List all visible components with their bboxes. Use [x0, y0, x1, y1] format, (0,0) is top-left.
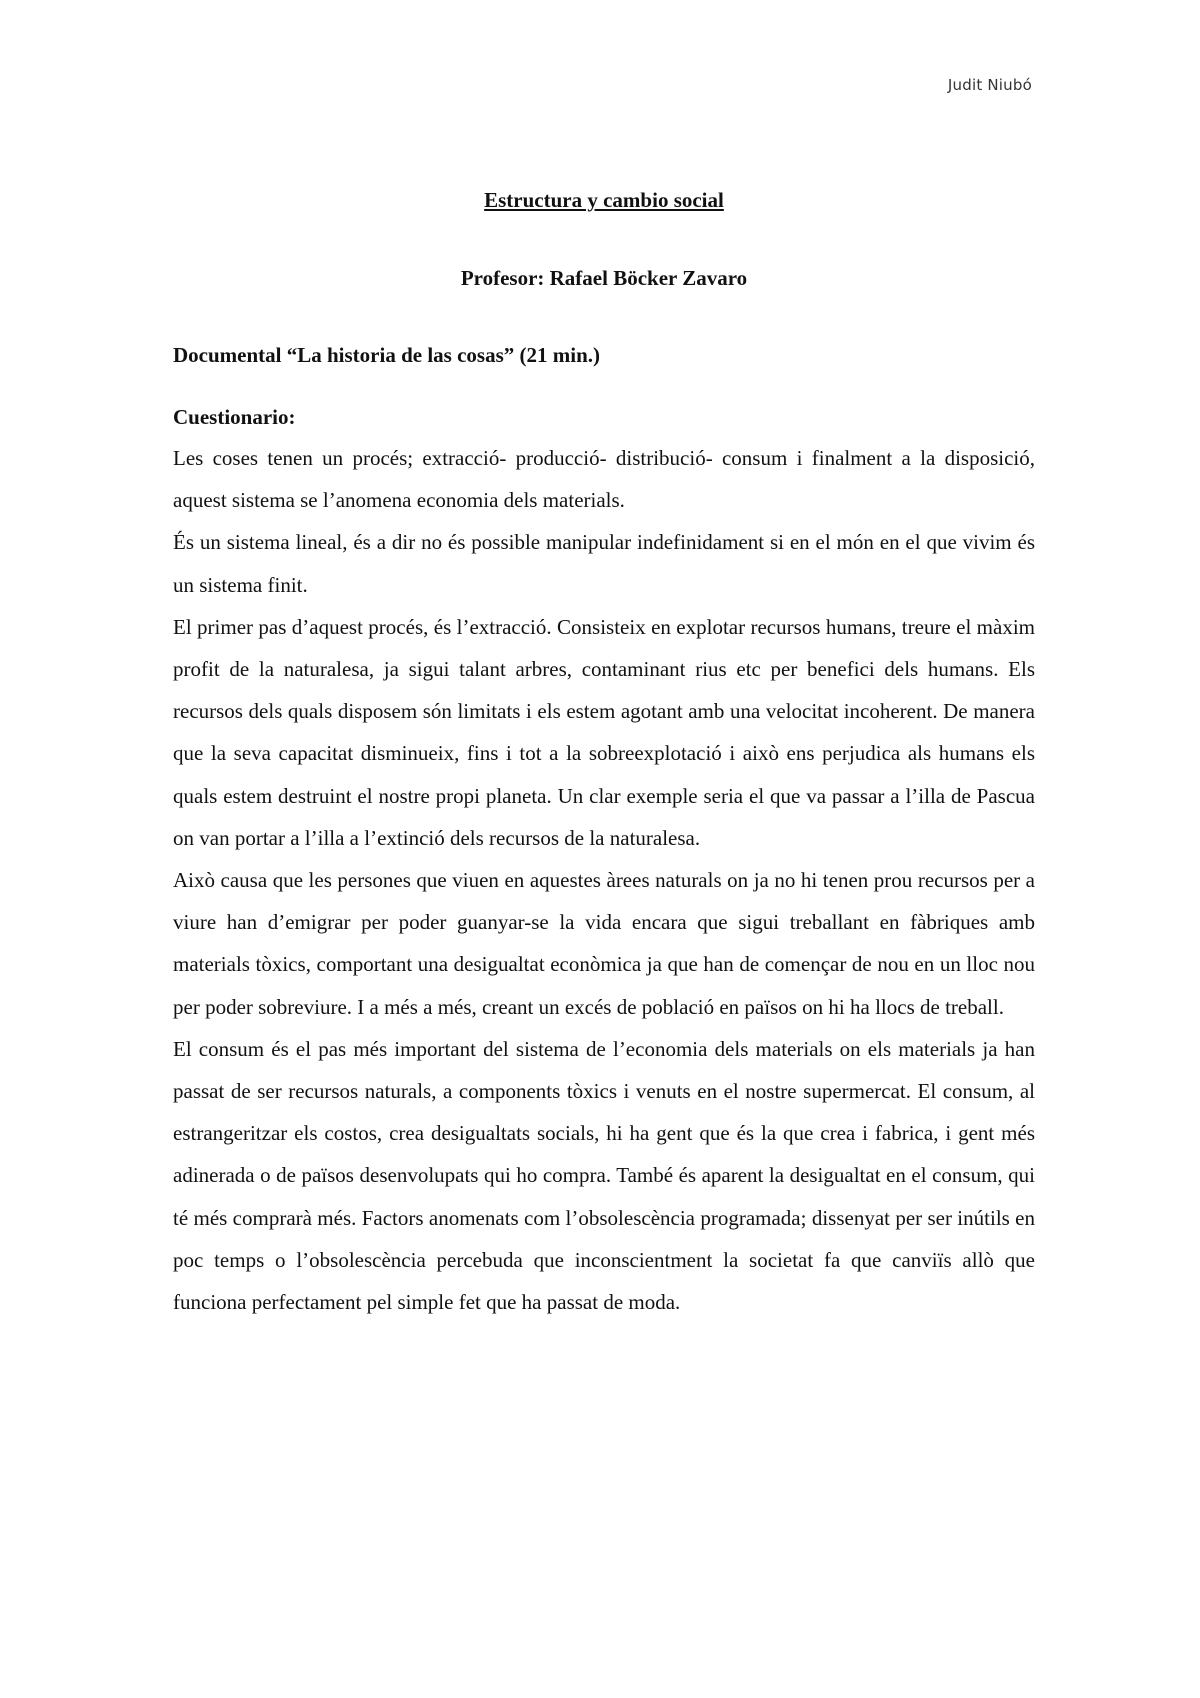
- paragraph-economia-materials: Les coses tenen un procés; extracció- producció- distribució- consum i finalment a la disposició, aquest sistema se l’anomena economia dels materials.: [173, 446, 1035, 513]
- questionnaire-label: Cuestionario:: [173, 405, 296, 429]
- paragraph-emigracio: Això causa que les persones que viuen en aquestes àrees naturals on ja no hi tenen prou recursos per a viure han d’emigrar per poder guanyar-se la vida encara que sigui treballant en fàbriques amb materials tòxics, comportant una desigualtat econòmica ja que han de començar de nou en un lloc nou per poder sobreviure. I a més a més, creant un excés de població en països on hi ha llocs de treball.: [173, 868, 1035, 1019]
- paragraph-extraccio: El primer pas d’aquest procés, és l’extracció. Consisteix en explotar recursos humans, treure el màxim profit de la naturalesa, ja sigui talant arbres, contaminant rius etc per benefici dels humans. Els recursos dels quals disposem són limitats i els estem agotant amb una velocitat incoherent. De manera que la seva capacitat disminueix, fins i tot a la sobreexplotació i això ens perjudica als humans els quals estem destruint el nostre propi planeta. Un clar exemple seria el que va passar a l’illa de Pascua on van portar a l’illa a l’extinció dels recursos de la naturalesa.: [173, 614, 1035, 850]
- header-author: Judit Niubó: [947, 76, 1032, 94]
- document-body: [173, 180, 1035, 1323]
- professor-line: Profesor: Rafael Böcker Zavaro: [460, 266, 748, 290]
- documental-line: Documental “La historia de las cosas” (21 min.): [173, 343, 600, 367]
- paragraph-sistema-lineal: És un sistema lineal, és a dir no és possible manipular indefinidament si en el món en el que vivim és un sistema finit.: [173, 530, 1035, 597]
- document-title: Estructura y cambio social: [484, 188, 724, 212]
- paragraph-consum: El consum és el pas més important del sistema de l’economia dels materials on els materials ja han passat de ser recursos naturals, a components tòxics i venuts en el nostre supermercat. El consum, al estrangeritzar els costos, crea desigualtats socials, hi ha gent que és la que crea i fabrica, i gent més adinerada o de països desenvolupats qui ho compra. També és aparent la desigualtat en el consum, qui té més comprarà més. Factors anomenats com l’obsolescència programada; dissenyat per ser inútils en poc temps o l’obsolescència percebuda que inconscientment la societat fa que canviïs allò que funciona perfectament pel simple fet que ha passat de moda.: [173, 1036, 1035, 1315]
